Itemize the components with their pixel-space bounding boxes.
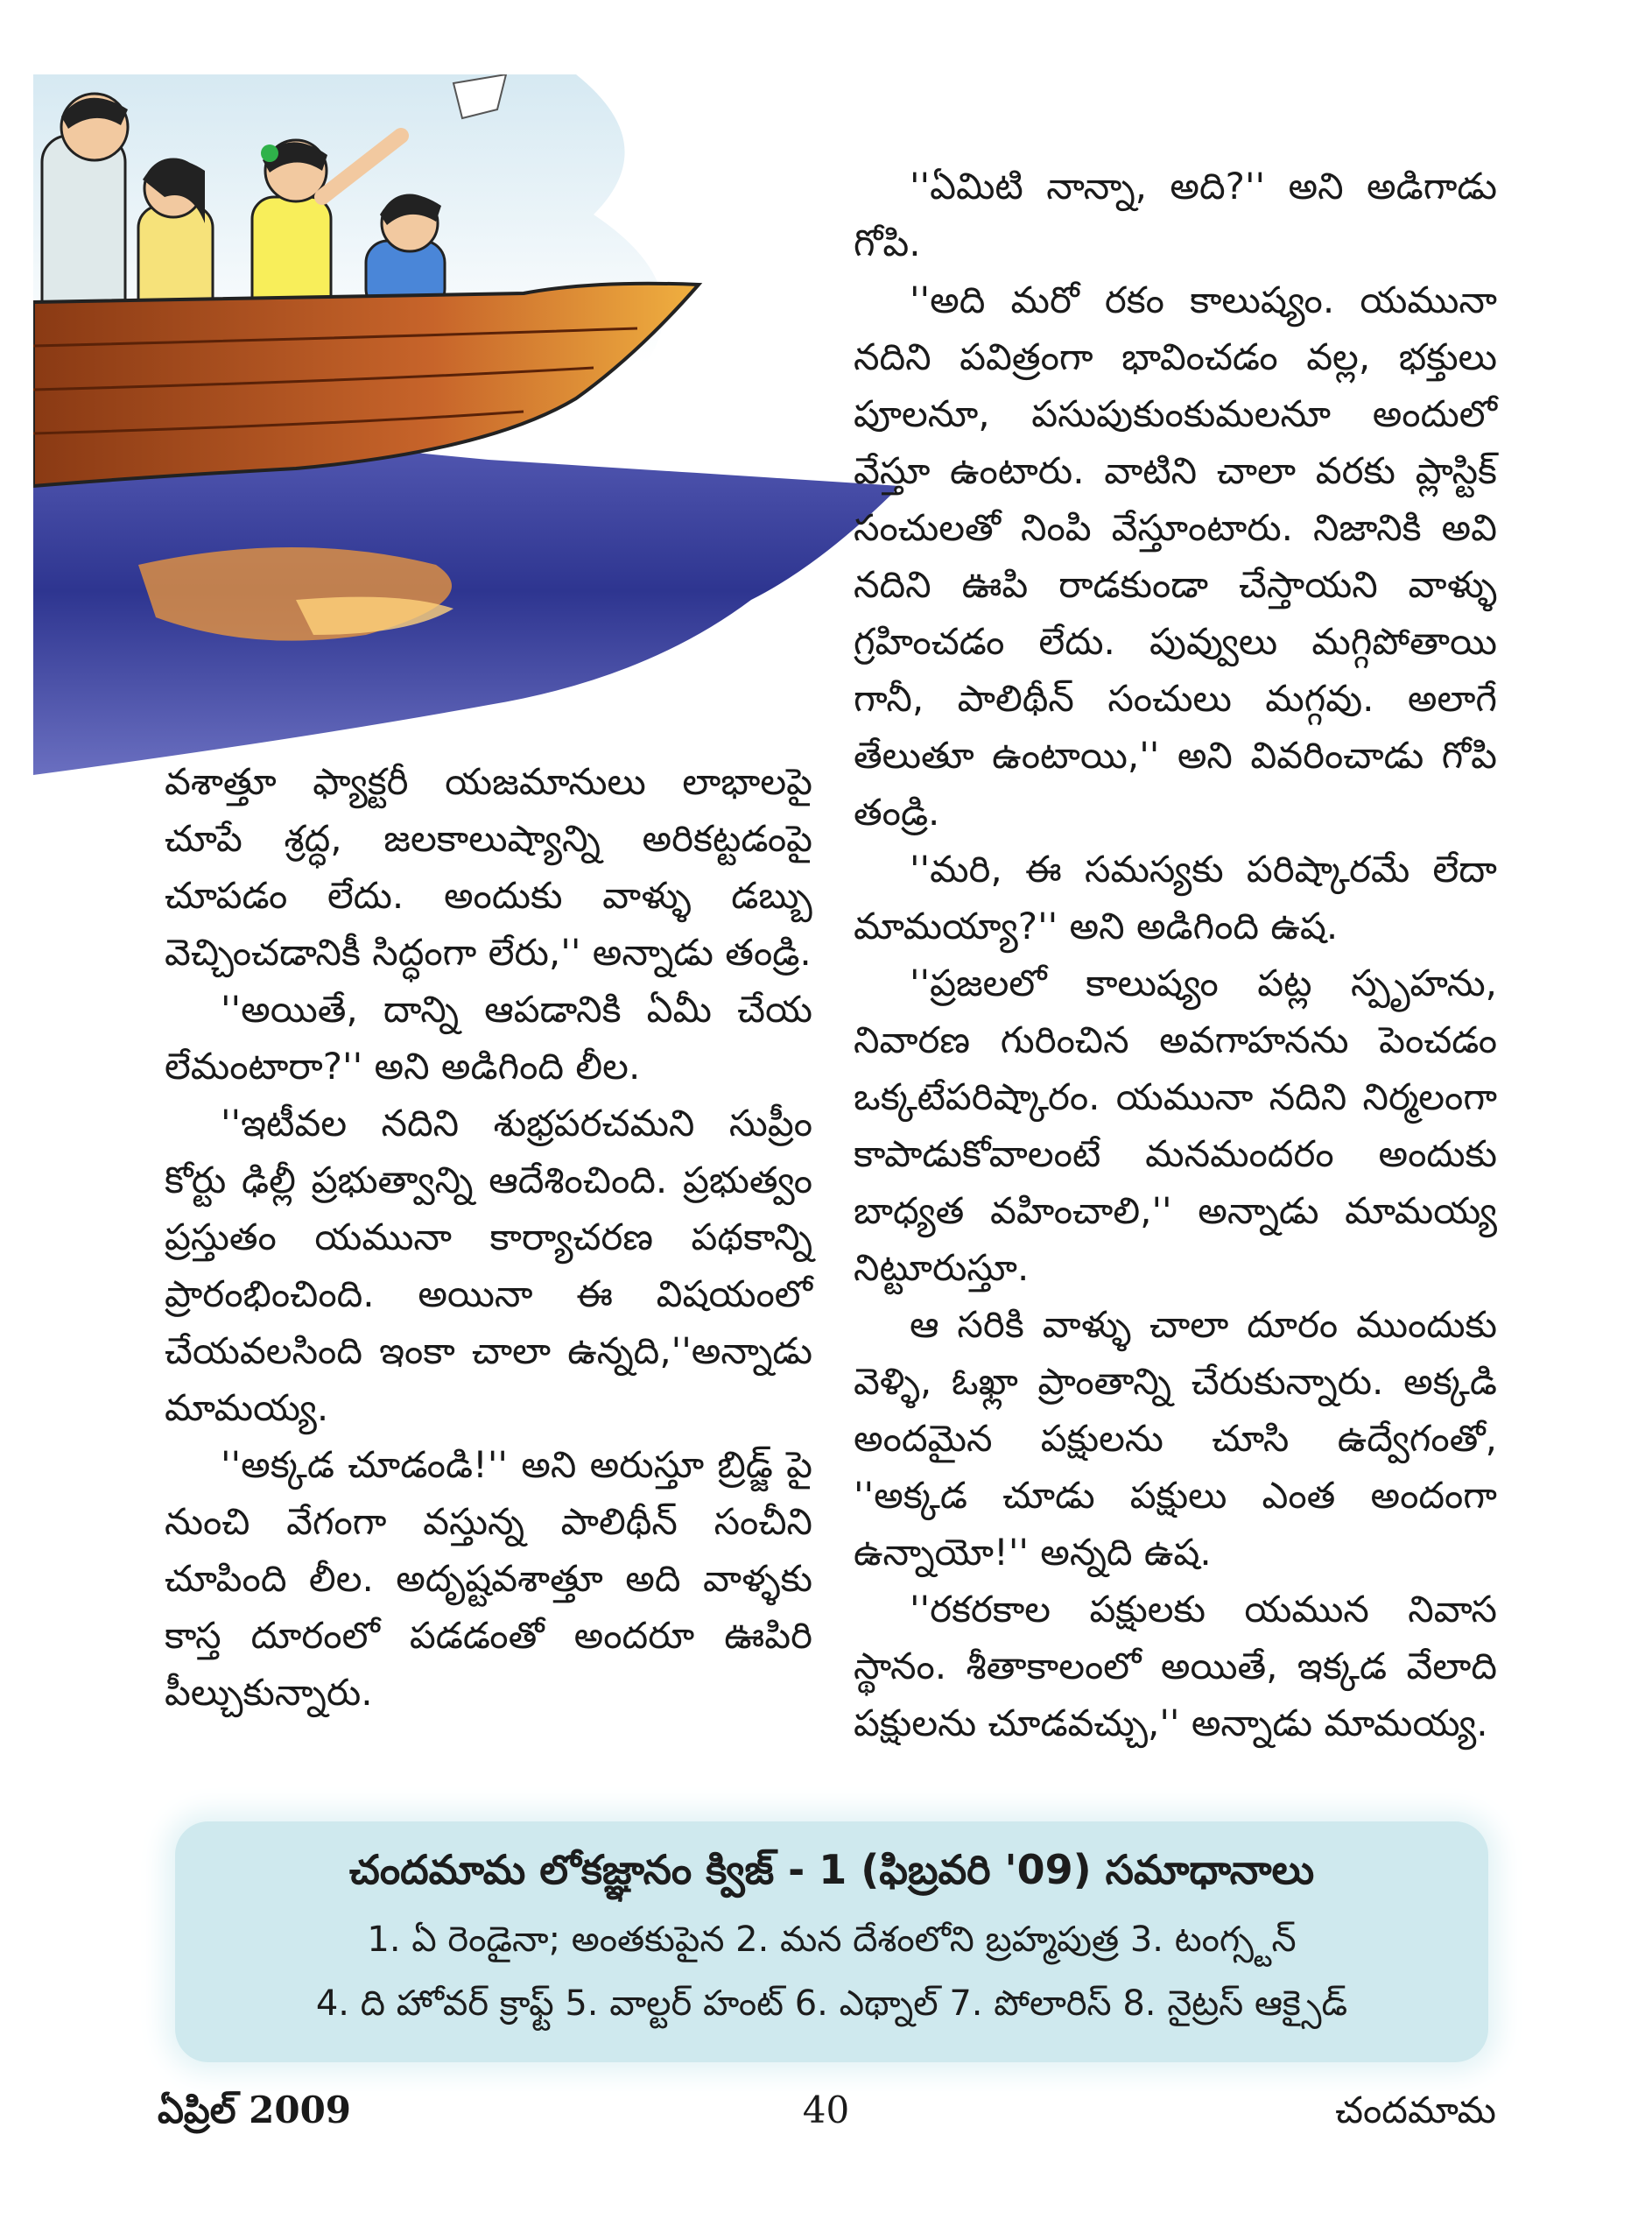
story-illustration <box>33 74 900 775</box>
paragraph: ''ఏమిటి నాన్నా, అది?'' అని అడిగాడు గోపి. <box>854 165 1497 264</box>
story-left-column <box>165 753 812 1721</box>
story-right-column <box>854 158 1497 1751</box>
footer-issue-date: ఏప్రిల్ 2009 <box>158 2089 352 2131</box>
paragraph: ''అయితే, దాన్ని ఆపడానికి ఏమీ చేయ లేమంటారా?'' అని అడిగింది లీల. <box>165 988 812 1088</box>
paragraph: ''రకరకాల పక్షులకు యమున నివాస స్థానం. శీతాకాలంలో అయితే, ఇక్కడ వేలాది పక్షులను చూడవచ్చు,'' అన్నాడు మామయ్య. <box>854 1588 1497 1744</box>
paragraph: ''అక్కడ చూడండి!'' అని అరుస్తూ బ్రిడ్జ్ పై నుంచి వేగంగా వస్తున్న పాలిథీన్ సంచీని చూపింది లీల. అదృష్టవశాత్తూ అది వాళ్ళకు కాస్త దూరంలో పడడంతో అందరూ ఊపిరి పీల్చుకున్నారు. <box>165 1443 812 1714</box>
paragraph: ''ప్రజలలో కాలుష్యం పట్ల స్పృహను, నివారణ గురించిన అవగాహనను పెంచడం ఒక్కటేపరిష్కారం. యమునా నదిని నిర్మలంగా కాపాడుకోవాలంటే మనమందరం అందుకు బాధ్యత వహించాలి,'' అన్నాడు మామయ్య నిట్టూరుస్తూ. <box>854 962 1497 1289</box>
boat-hull <box>33 284 699 486</box>
quiz-answers-line-1: 1. ఏ రెండైనా; అంతకుపైన 2. మన దేశంలోని బ్రహ్మపుత్ర 3. టంగ్స్టన్ <box>367 1920 1297 1960</box>
quiz-answers-box <box>175 1821 1488 2062</box>
paragraph: ''మరి, ఈ సమస్యకు పరిష్కారమే లేదా మామయ్యా?'' అని అడిగింది ఉష. <box>854 848 1497 947</box>
paragraph: ఆ సరికి వాళ్ళు చాలా దూరం ముందుకు వెళ్ళి, ఓఖ్లా ప్రాంతాన్ని చేరుకున్నారు. అక్కడి అందమైన పక్షులను చూసి ఉద్వేగంతో, ''అక్కడ చూడు పక్షులు ఎంత అందంగా ఉన్నాయో!'' అన్నది ఉష. <box>854 1303 1497 1574</box>
paragraph: వశాత్తూ ఫ్యాక్టరీ యజమానులు లాభాలపై చూపే శ్రద్ధ, జలకాలుష్యాన్ని అరికట్టడంపై చూపడం లేదు. అందుకు వాళ్ళు డబ్బు వెచ్చించడానికీ సిద్ధంగా లేరు,'' అన్నాడు తండ్రి. <box>165 760 812 974</box>
page-number: 40 <box>802 2089 850 2131</box>
magazine-name: చందమామ <box>1335 2089 1496 2131</box>
quiz-answers-line-2: 4. ది హోవర్ క్రాఫ్ట్ 5. వాల్టర్ హంట్ 6. ఎథ్నాల్ 7. పోలారిస్ 8. నైట్రస్ ఆక్సైడ్ <box>315 1983 1348 2024</box>
paragraph: ''ఇటీవల నదిని శుభ్రపరచమని సుప్రీం కోర్టు ఢిల్లీ ప్రభుత్వాన్ని ఆదేశించింది. ప్రభుత్వం ప్రస్తుతం యమునా కార్యాచరణ పథకాన్ని ప్రారంభించింది. అయినా ఈ విషయంలో చేయవలసింది ఇంకా చాలా ఉన్నది,''అన్నాడు మామయ్య. <box>165 1102 812 1429</box>
paragraph: ''అది మరో రకం కాలుష్యం. యమునా నదిని పవిత్రంగా భావించడం వల్ల, భక్తులు పూలనూ, పసుపుకుంకుమలనూ అందులో వేస్తూ ఉంటారు. వాటిని చాలా వరకు ప్లాస్టిక్ సంచులతో నింపి వేస్తూంటారు. నిజానికి అవి నదిని ఊపి రాడకుండా చేస్తాయని వాళ్ళు గ్రహించడం లేదు. పువ్వులు మగ్గిపోతాయి గానీ, పాలిథీన్ సంచులు మగ్గవు. అలాగే తేలుతూ ఉంటాయి,'' అని వివరించాడు గోపి తండ్రి. <box>854 278 1497 834</box>
quiz-title: చందమామ లోకజ్ఞానం క్విజ్ - 1 (ఫిబ్రవరి '09) సమాధానాలు <box>348 1846 1315 1893</box>
